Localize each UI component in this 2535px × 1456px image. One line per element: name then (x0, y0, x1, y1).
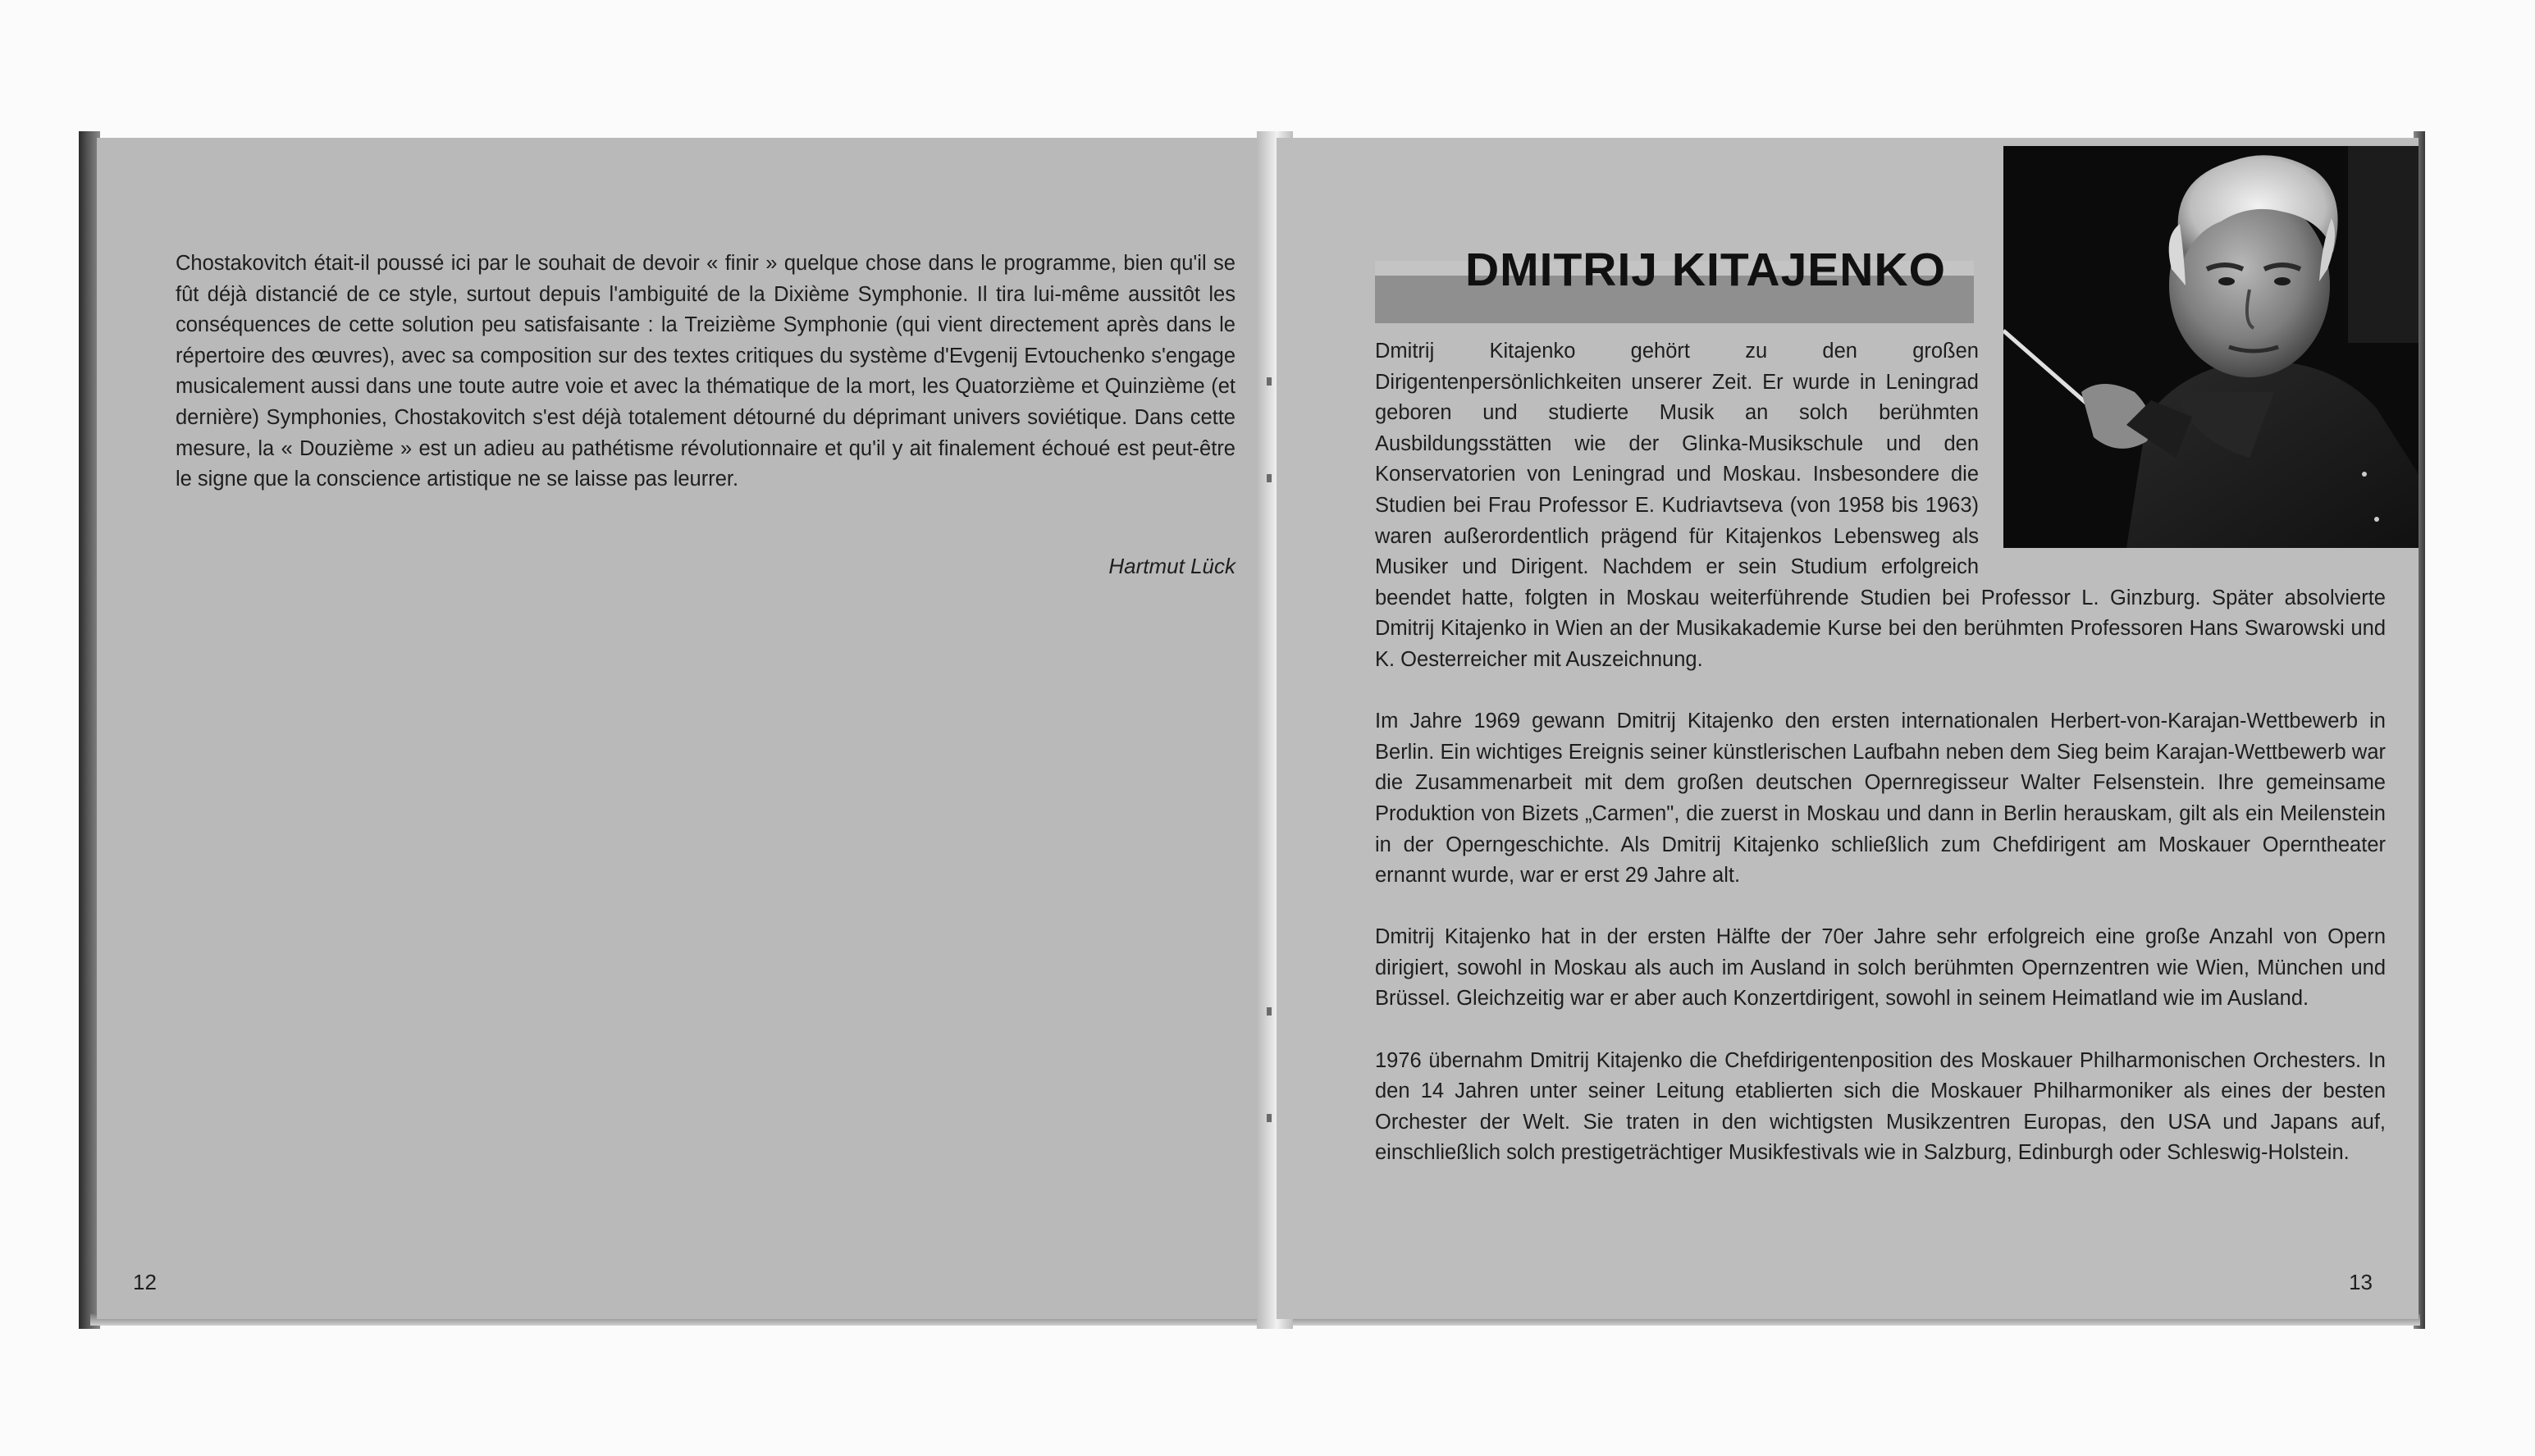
author-signature: Hartmut Lück (1108, 554, 1236, 578)
page-number-left: 12 (133, 1270, 157, 1294)
bio-paragraph-4: 1976 übernahm Dmitrij Kitajenko die Chefdirigentenposition des Moskauer Philharmonischen Orchesters. In den 14 Jahren unter seiner Leitung etablierten sich die Moskauer Philharmoniker als eines der besten Orchester der Welt. Sie traten in den wichtigsten Musikzentren Europas, den USA und Japans auf, einschließlich solch prestigeträchtiger Musikfestivals wie in Salzburg, Edinburgh oder Schleswig-Holstein. (1375, 1048, 2386, 1165)
staple-mark (1267, 377, 1272, 386)
staple-mark (1267, 1114, 1272, 1122)
bio-paragraph-2: Im Jahre 1969 gewann Dmitrij Kitajenko den ersten internationalen Herbert-von-Karajan-Wettbewerb in Berlin. Ein wichtiges Ereignis seiner künstlerischen Laufbahn neben dem Sieg beim Karajan-Wettbewerb war die Zusammenarbeit mit dem großen deutschen Opernregisseur Walter Felsenstein. Ihre gemeinsame Produktion von Bizets „Carmen", die zuerst in Moskau und dann in Berlin herauskam, gilt als ein Meilenstein in der Operngeschichte. Als Dmitrij Kitajenko schließlich zum Chefdirigent am Moskauer Operntheater ernannt wurde, war er erst 29 Jahre alt. (1375, 710, 2386, 888)
page-number-right: 13 (2349, 1270, 2373, 1294)
bio-paragraph-1 (1375, 336, 2386, 676)
photo-wrap-space (1979, 336, 2386, 566)
bio-paragraph-1-text: Dmitrij Kitajenko gehört zu den großen Dirigentenpersönlichkeiten unserer Zeit. Er wurde in Leningrad geboren und studierte Musik an solch berühmten Ausbildungsstätten wie der Glinka-Musikschule und den Konservatorien von Leningrad und Moskau. Insbesondere die Studien bei Frau Professor E. Kudriavtseva (von 1958 bis 1963) waren außerordentlich prägend für Kitajenkos Lebensweg als Musiker und Dirigent. Nachdem er sein Studium erfolgreich beendet hatte, folgten in Moskau weiterführende Studien bei Professor L. Ginzburg. Später absolvierte Dmitrij Kitajenko in Wien an der Musikakademie Kurse bei den berühmten Professoren Hans Swarowski und K. Oesterreicher mit Auszeichnung. (1375, 340, 2386, 671)
staple-mark (1267, 474, 1272, 482)
left-page (97, 138, 1270, 1319)
german-biography-text (1375, 336, 2386, 1200)
staple-mark (1267, 1007, 1272, 1016)
right-page (1277, 138, 2419, 1319)
bio-paragraph-3: Dmitrij Kitajenko hat in der ersten Hälfte der 70er Jahre sehr erfolgreich eine große Anzahl von Opern dirigiert, sowohl in Moskau als auch im Ausland in solch berühmten Opernzentren wie Wien, München und Brüssel. Gleichzeitig war er aber auch Konzertdirigent, sowohl in seinem Heimatland wie im Ausland. (1375, 925, 2386, 1011)
french-paragraph: Chostakovitch était-il poussé ici par le souhait de devoir « finir » quelque chose dans le programme, bien qu'il se fût déjà distancié de ce style, surtout depuis l'ambiguité de la Dixième Symphonie. Il tira lui-même aussitôt les conséquences de cette solution peu satisfaisante : la Treizième Symphonie (qui vient directement après dans le répertoire des œuvres), avec sa composition sur des textes critiques du système d'Evgenij Evtouchenko s'engage musicalement aussi dans une toute autre voie et avec la thématique de la mort, les Quatorzième et Quinzième (et dernière) Symphonies, Chostakovitch s'est déjà totalement détourné du déprimant univers soviétique. Dans cette mesure, la « Douzième » est un adieu au pathétisme révolutionnaire et qu'il y ait finalement échoué est peut-être le signe que la conscience artistique ne se laisse pas leurrer. (176, 252, 1236, 491)
biography-title: DMITRIJ KITAJENKO (1465, 244, 1946, 296)
